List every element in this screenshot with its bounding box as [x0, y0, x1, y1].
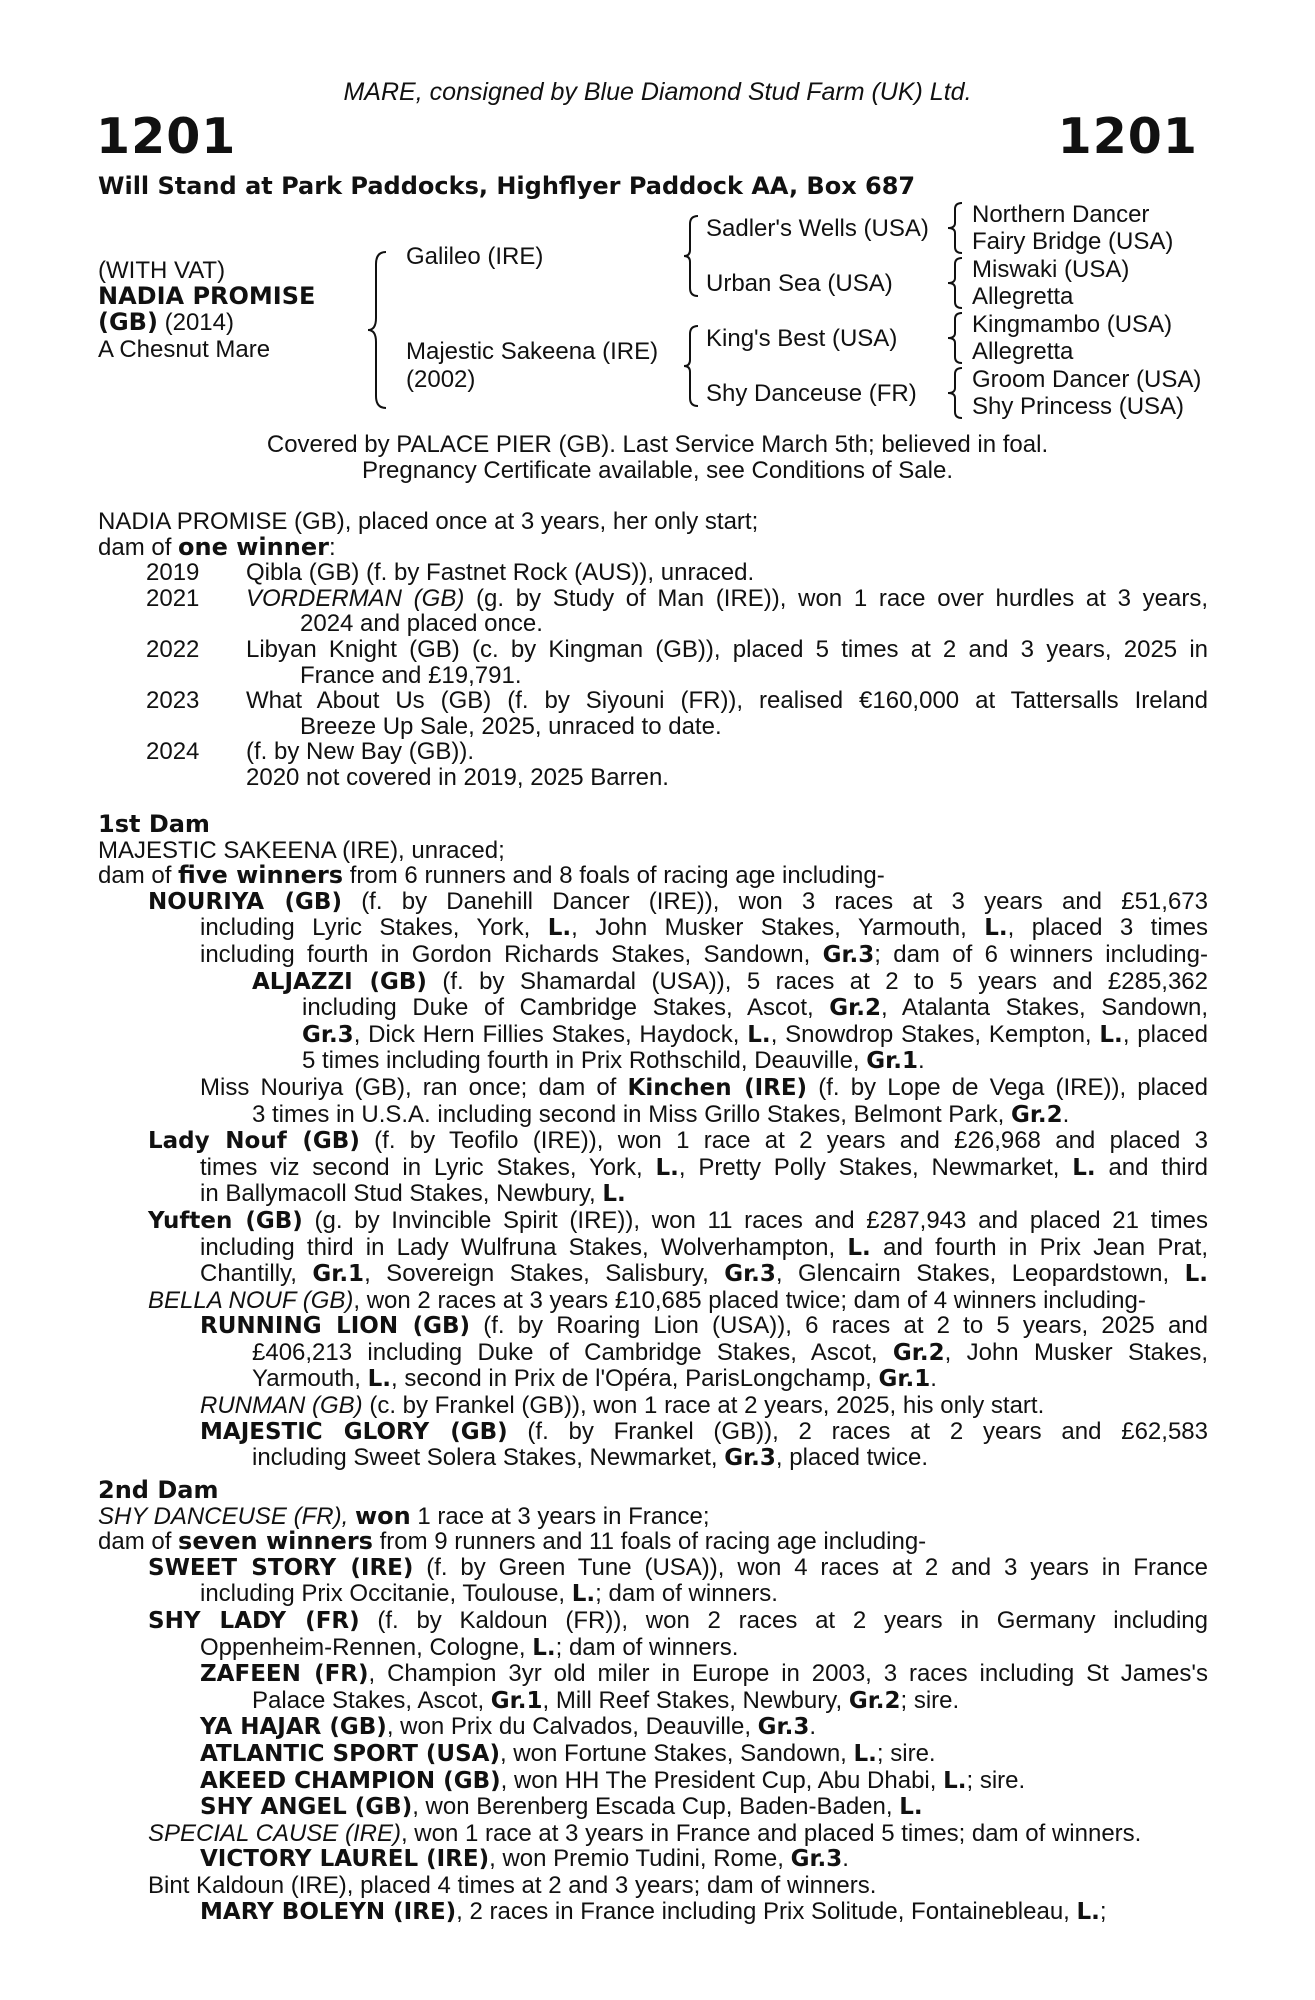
- produce-year: 2022: [146, 635, 200, 663]
- text-span: Miss Nouriya (GB), ran once; dam of: [200, 1073, 628, 1101]
- text-span: , John Musker Stakes, Yarmouth,: [571, 914, 985, 942]
- sdd: Allegretta: [972, 283, 1074, 310]
- text-span: , Pretty Polly Stakes, Newmarket,: [678, 1153, 1073, 1181]
- covered-notice: [0, 432, 1315, 484]
- pedigree-brace-sd: [944, 255, 966, 311]
- first-dam-heading: 1st Dam: [98, 810, 210, 838]
- text-span: ;: [1099, 1897, 1107, 1925]
- listed-mark: L.: [367, 1366, 392, 1393]
- text-span: ,: [341, 1502, 355, 1530]
- group-mark: Gr.1: [312, 1261, 365, 1288]
- horse-name: SHY LADY (FR): [148, 1607, 360, 1634]
- produce-row-2022-cont: France and £19,791.: [300, 661, 522, 689]
- text-span: , Champion 3yr old miler in Europe in 2003, 3 races including St James's: [368, 1660, 1208, 1688]
- horse-name: SPECIAL CAUSE (IRE): [148, 1819, 401, 1847]
- text-span: ; sire.: [966, 1766, 1026, 1794]
- produce-text: Libyan Knight (GB) (c. by Kingman (GB)), placed 5 times at 2 and 3 years, 2025 in: [246, 635, 1208, 663]
- text-span: (f. by Teofilo (IRE)), won 1 race at 2 years and £26,968 and placed 3: [359, 1127, 1208, 1155]
- pedigree-brace-dd: [944, 365, 966, 421]
- produce-horse-name: VORDERMAN (GB): [246, 584, 465, 612]
- sss: Northern Dancer: [972, 201, 1150, 228]
- consignor-subtitle: MARE, consigned by Blue Diamond Stud Farm (UK) Ltd.: [343, 78, 972, 106]
- text-span: ; dam of winners.: [555, 1633, 739, 1661]
- dsd: Allegretta: [972, 338, 1074, 365]
- horse-name: BELLA NOUF (GB): [148, 1286, 354, 1314]
- stand-location: Will Stand at Park Paddocks, Highflyer Paddock AA, Box 687: [98, 172, 916, 200]
- sire-dam: Urban Sea (USA): [706, 270, 893, 297]
- text-span: , won Premio Tudini, Rome,: [489, 1845, 791, 1873]
- produce-text: Qibla (GB) (f. by Fastnet Rock (AUS)), unraced.: [246, 559, 755, 587]
- text-span: , Dick Hern Fillies Stakes, Haydock,: [353, 1020, 748, 1048]
- won-label: won: [354, 1501, 411, 1530]
- horse-name: AKEED CHAMPION (GB): [200, 1767, 501, 1794]
- text-span: ; sire.: [900, 1686, 960, 1714]
- group-mark: Gr.1: [490, 1687, 543, 1714]
- text-span: .: [930, 1365, 937, 1393]
- second-dam-line-1: [98, 1501, 1208, 1530]
- winners-count: one winner: [178, 532, 329, 561]
- text-span: , placed twice.: [775, 1444, 928, 1472]
- group-mark: Gr.3: [757, 1714, 810, 1741]
- text-span: including Sweet Solera Stakes, Newmarket,: [252, 1444, 725, 1472]
- produce-dam-of: [98, 532, 1208, 561]
- produce-year: 2024: [146, 738, 200, 766]
- text-span: 3 times in U.S.A. including second in Miss Grillo Stakes, Belmont Park,: [252, 1100, 1011, 1128]
- text-span: times viz second in Lyric Stakes, York,: [200, 1153, 656, 1181]
- aljazzi-line-2: [98, 995, 1208, 1022]
- produce-year: 2023: [146, 687, 200, 715]
- dam-name: Majestic Sakeena (IRE): [406, 338, 659, 365]
- horse-name: MARY BOLEYN (IRE): [200, 1898, 457, 1925]
- first-dam-section: [98, 812, 1208, 1472]
- text-span: including Prix Occitanie, Toulouse,: [200, 1580, 572, 1608]
- produce-row-2019: [98, 560, 1208, 586]
- text-span: from 6 runners and 8 foals of racing age including-: [343, 862, 885, 890]
- vat-label: (WITH VAT): [98, 257, 226, 284]
- text-span: .: [842, 1845, 849, 1873]
- winners-count: seven winners: [178, 1527, 373, 1556]
- text-span: , Mill Reef Stakes, Newbury,: [542, 1686, 849, 1714]
- yuften-line-2: [98, 1235, 1208, 1262]
- lot-number-right: 1201: [1057, 108, 1198, 165]
- horse-name: Kinchen (IRE): [627, 1074, 808, 1101]
- produce-year: 2021: [146, 584, 200, 612]
- listed-mark: L.: [847, 1234, 871, 1261]
- horse-name: ALJAZZI (GB): [252, 968, 427, 995]
- horse-name: NOURIYA (GB): [148, 888, 342, 915]
- text-span: Palace Stakes, Ascot,: [252, 1686, 491, 1714]
- text-span: , placed 3 times: [1007, 914, 1208, 942]
- text-span: , Snowdrop Stakes, Kempton,: [770, 1020, 1100, 1048]
- text-span: and fourth in Prix Jean Prat,: [870, 1233, 1208, 1261]
- listed-mark: L.: [747, 1021, 771, 1048]
- text-span: ; dam of 6 winners including-: [874, 940, 1208, 968]
- produce-text: (f. by New Bay (GB)).: [246, 738, 475, 766]
- produce-note: 2020 not covered in 2019, 2025 Barren.: [246, 763, 669, 791]
- text-span: (g. by Invincible Spirit (IRE)), won 11 races and £287,943 and placed 21 times: [302, 1206, 1208, 1234]
- text-span: dam of: [98, 533, 179, 561]
- pedigree-brace-dam: [680, 324, 702, 408]
- miss-nouriya-line-1: [98, 1075, 1208, 1102]
- horse-name: Lady Nouf (GB): [148, 1128, 360, 1155]
- ddd: Shy Princess (USA): [972, 393, 1185, 420]
- first-dam-line-2: [98, 863, 1208, 889]
- lady-nouf-line-1: [98, 1128, 1208, 1155]
- text-span: Chantilly,: [200, 1260, 313, 1288]
- listed-mark: L.: [655, 1154, 679, 1181]
- text-span: in Ballymacoll Stud Stakes, Newbury,: [200, 1180, 603, 1208]
- text-span: 1 race at 3 years in France;: [410, 1502, 710, 1530]
- sire-name: Galileo (IRE): [406, 243, 544, 270]
- text-span: , won HH The President Cup, Abu Dhabi,: [500, 1766, 944, 1794]
- text-span: Yarmouth,: [252, 1365, 368, 1393]
- group-mark: Gr.2: [829, 995, 881, 1022]
- lady-nouf-line-3: [98, 1181, 1208, 1208]
- victory-laurel-line: [98, 1846, 1208, 1873]
- running-lion-line-1: [98, 1313, 1208, 1340]
- text-span: , placed: [1122, 1020, 1209, 1048]
- produce-row-2021: [98, 586, 1208, 612]
- yuften-line-3: [98, 1261, 1208, 1288]
- group-mark: Gr.1: [866, 1048, 918, 1075]
- text-span: :: [328, 533, 336, 561]
- text-span: including fourth in Gordon Richards Stakes, Sandown,: [200, 940, 823, 968]
- text-span: (f. by Green Tune (USA)), won 4 races at 2 and 3 years in France: [413, 1553, 1208, 1581]
- text-span: (f. by Frankel (GB)), 2 races at 2 years and £62,583: [507, 1417, 1208, 1445]
- group-mark: Gr.3: [822, 941, 875, 968]
- group-mark: Gr.1: [878, 1366, 931, 1393]
- produce-row-2023-cont: Breeze Up Sale, 2025, unraced to date.: [300, 712, 722, 740]
- text-span: ; dam of winners.: [595, 1580, 778, 1608]
- text-span: Oppenheim-Rennen, Cologne,: [200, 1633, 533, 1661]
- group-mark: Gr.3: [790, 1846, 843, 1873]
- text-span: , John Musker Stakes,: [944, 1338, 1208, 1366]
- text-span: dam of: [98, 862, 179, 890]
- text-span: , won Berenberg Escada Cup, Baden-Baden,: [412, 1793, 900, 1821]
- dss: Kingmambo (USA): [972, 311, 1173, 338]
- listed-mark: L.: [547, 915, 572, 942]
- text-span: from 9 runners and 11 foals of racing age including-: [372, 1528, 927, 1556]
- horse-name: SWEET STORY (IRE): [148, 1554, 414, 1581]
- group-mark: Gr.3: [724, 1445, 776, 1472]
- horse-name: YA HAJAR (GB): [200, 1714, 387, 1741]
- dam-dam: Shy Danceuse (FR): [706, 380, 917, 407]
- majestic-glory-line-2: [98, 1445, 1208, 1472]
- horse-year: (2014): [157, 309, 234, 336]
- text-span: .: [1062, 1100, 1070, 1128]
- text-span: including Duke of Cambridge Stakes, Ascot,: [302, 994, 830, 1022]
- text-span: , won Fortune Stakes, Sandown,: [499, 1739, 854, 1767]
- produce-record: [98, 509, 1208, 791]
- nouriya-line-1: [98, 889, 1208, 916]
- listed-mark: L.: [1099, 1021, 1123, 1048]
- produce-row-2022: [98, 637, 1208, 663]
- miss-nouriya-line-2: [98, 1102, 1208, 1129]
- listed-mark: L.: [532, 1634, 556, 1661]
- text-span: (c. by Frankel (GB)), won 1 race at 2 years, 2025, his only start.: [362, 1392, 1045, 1420]
- produce-intro: NADIA PROMISE (GB), placed once at 3 years, her only start;: [98, 508, 759, 535]
- group-mark: Gr.2: [1010, 1101, 1063, 1128]
- text-span: and third: [1095, 1153, 1208, 1181]
- text-span: .: [809, 1713, 817, 1741]
- text-span: , won 2 races at 3 years £10,685 placed twice; dam of 4 winners including-: [353, 1286, 1146, 1314]
- produce-row-2021-cont: 2024 and placed once.: [300, 610, 543, 638]
- horse-name: SHY DANCEUSE (FR): [98, 1502, 342, 1530]
- horse-description: A Chesnut Mare: [98, 336, 271, 363]
- text-span: 5 times including fourth in Prix Rothschild, Deauville,: [302, 1047, 867, 1075]
- listed-mark: L.: [984, 915, 1008, 942]
- text-span: ; sire.: [876, 1739, 936, 1767]
- shy-lady-line-2: [98, 1635, 1208, 1662]
- running-lion-line-3: [98, 1366, 1208, 1393]
- produce-year: 2019: [146, 559, 200, 587]
- winners-count: five winners: [178, 861, 344, 890]
- atlantic-sport-line: [98, 1741, 1208, 1768]
- listed-mark: L.: [943, 1767, 967, 1794]
- text-span: including Lyric Stakes, York,: [200, 914, 548, 942]
- sweet-story-line-1: [98, 1555, 1208, 1582]
- text-span: (f. by Shamardal (USA)), 5 races at 2 to 5 years and £285,362: [426, 967, 1209, 995]
- group-mark: Gr.3: [724, 1261, 776, 1288]
- group-mark: Gr.2: [848, 1687, 901, 1714]
- listed-mark: L.: [899, 1794, 923, 1821]
- produce-row-2023: [98, 688, 1208, 714]
- lady-nouf-line-2: [98, 1155, 1208, 1182]
- mary-boleyn-line: [98, 1899, 1208, 1926]
- horse-name: RUNNING LION (GB): [200, 1313, 471, 1340]
- bella-nouf-line: [98, 1288, 1208, 1314]
- text-span: £406,213 including Duke of Cambridge Stakes, Ascot,: [252, 1338, 893, 1366]
- majestic-glory-line-1: [98, 1419, 1208, 1446]
- horse-name: VICTORY LAUREL (IRE): [200, 1846, 490, 1873]
- runman-line: [98, 1393, 1208, 1419]
- sds: Miswaki (USA): [972, 256, 1130, 283]
- second-dam-line-2: [98, 1529, 1208, 1555]
- pedigree-brace-sire: [680, 214, 702, 298]
- covered-line-1: Covered by PALACE PIER (GB). Last Service March 5th; believed in foal.: [266, 431, 1049, 458]
- shy-angel-line: [98, 1794, 1208, 1821]
- horse-country-year: [98, 309, 234, 336]
- pedigree-brace-ds: [944, 310, 966, 366]
- dam-sire: King's Best (USA): [706, 325, 898, 352]
- dds: Groom Dancer (USA): [972, 366, 1202, 393]
- lot-number-left: 1201: [96, 108, 237, 165]
- listed-mark: L.: [1076, 1898, 1100, 1925]
- horse-name: RUNMAN (GB): [200, 1392, 363, 1420]
- listed-mark: L.: [571, 1581, 596, 1608]
- text-span: (f. by Lope de Vega (IRE)), placed: [807, 1073, 1208, 1101]
- yuften-line-1: [98, 1208, 1208, 1235]
- listed-mark: L.: [853, 1740, 877, 1767]
- group-mark: Gr.2: [892, 1339, 945, 1366]
- zafeen-line-2: [98, 1688, 1208, 1715]
- text-span: , Sovereign Stakes, Salisbury,: [364, 1260, 725, 1288]
- text-span: dam of: [98, 1528, 179, 1556]
- listed-mark: L.: [602, 1181, 626, 1208]
- listed-mark: L.: [1072, 1154, 1096, 1181]
- running-lion-line-2: [98, 1340, 1208, 1367]
- text-span: (f. by Kaldoun (FR)), won 2 races at 2 years in Germany including: [359, 1606, 1208, 1634]
- listed-mark: L.: [1184, 1261, 1208, 1288]
- covered-line-2: Pregnancy Certificate available, see Conditions of Sale.: [362, 457, 953, 484]
- horse-name: SHY ANGEL (GB): [200, 1794, 413, 1821]
- ssd: Fairy Bridge (USA): [972, 228, 1174, 255]
- second-dam-heading: 2nd Dam: [98, 1476, 219, 1504]
- ya-hajar-line: [98, 1714, 1208, 1741]
- aljazzi-line-4: [98, 1048, 1208, 1075]
- text-span: .: [917, 1047, 925, 1075]
- horse-name: ATLANTIC SPORT (USA): [200, 1740, 500, 1767]
- sire-sire: Sadler's Wells (USA): [706, 215, 929, 242]
- produce-text: (g. by Study of Man (IRE)), won 1 race over hurdles at 3 years,: [464, 584, 1208, 612]
- text-span: , 2 races in France including Prix Solitude, Fontainebleau,: [456, 1897, 1077, 1925]
- produce-row-2024: [98, 739, 1208, 765]
- horse-name: NADIA PROMISE: [98, 282, 316, 310]
- text-span: including third in Lady Wulfruna Stakes, Wolverhampton,: [200, 1233, 848, 1261]
- akeed-champion-line: [98, 1768, 1208, 1795]
- first-dam-line-1: MAJESTIC SAKEENA (IRE), unraced;: [98, 836, 505, 864]
- aljazzi-line-3: [98, 1022, 1208, 1049]
- text-span: , Glencairn Stakes, Leopardstown,: [775, 1260, 1185, 1288]
- text-span: , won Prix du Calvados, Deauville,: [386, 1713, 758, 1741]
- pedigree-brace-main: [364, 250, 392, 410]
- second-dam-section: [98, 1478, 1208, 1925]
- horse-name: ZAFEEN (FR): [200, 1661, 369, 1688]
- text-span: (f. by Roaring Lion (USA)), 6 races at 2 to 5 years, 2025 and: [470, 1312, 1208, 1340]
- aljazzi-line-1: [98, 969, 1208, 996]
- produce-text: What About Us (GB) (f. by Siyouni (FR)), realised €160,000 at Tattersalls Ireland: [246, 687, 1208, 715]
- text-span: , won 1 race at 3 years in France and placed 5 times; dam of winners.: [400, 1819, 1142, 1847]
- sweet-story-line-2: [98, 1581, 1208, 1608]
- bint-kaldoun-line: Bint Kaldoun (IRE), placed 4 times at 2 and 3 years; dam of winners.: [148, 1871, 877, 1899]
- dam-year: (2002): [406, 366, 476, 393]
- nouriya-line-3: [98, 942, 1208, 969]
- group-mark: Gr.3: [302, 1021, 354, 1048]
- pedigree-brace-ss: [944, 200, 966, 256]
- zafeen-line-1: [98, 1661, 1208, 1688]
- horse-country: (GB): [98, 308, 158, 336]
- text-span: , Atalanta Stakes, Sandown,: [880, 994, 1208, 1022]
- special-cause-line: [98, 1821, 1208, 1847]
- horse-name: Yuften (GB): [148, 1207, 303, 1234]
- text-span: , second in Prix de l'Opéra, ParisLongchamp,: [391, 1365, 879, 1393]
- horse-name: MAJESTIC GLORY (GB): [200, 1418, 508, 1445]
- shy-lady-line-1: [98, 1608, 1208, 1635]
- text-span: (f. by Danehill Dancer (IRE)), won 3 races at 3 years and £51,673: [341, 887, 1208, 915]
- nouriya-line-2: [98, 915, 1208, 942]
